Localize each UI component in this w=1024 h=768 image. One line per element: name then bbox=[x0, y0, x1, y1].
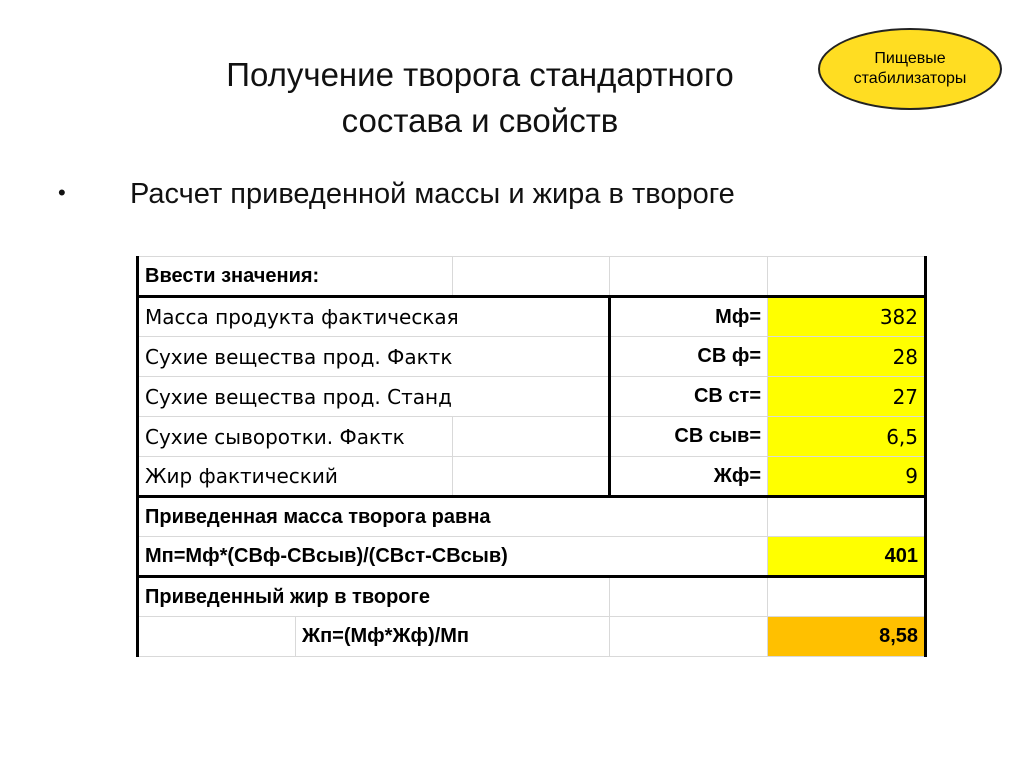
row-symbol: Мф= bbox=[610, 297, 768, 337]
table-row bbox=[138, 457, 926, 497]
row-label: Масса продукта фактическая bbox=[138, 297, 610, 337]
row-value-input[interactable]: 6,5 bbox=[768, 417, 926, 457]
row-label: Сухие сыворотки. Фактк bbox=[138, 417, 453, 457]
empty-cell bbox=[453, 417, 610, 457]
row-label: Сухие вещества прод. Фактк bbox=[138, 337, 610, 377]
empty-cell bbox=[610, 257, 768, 297]
fat-formula-row bbox=[138, 617, 926, 657]
calculation-table bbox=[136, 256, 927, 657]
row-label: Жир фактический bbox=[138, 457, 453, 497]
bullet-dot-icon: • bbox=[58, 180, 66, 205]
empty-cell bbox=[768, 577, 926, 617]
row-value-input[interactable]: 382 bbox=[768, 297, 926, 337]
mass-formula: Мп=Мф*(СВф-СВсыв)/(СВст-СВсыв) bbox=[138, 537, 768, 577]
header-cell: Ввести значения: bbox=[138, 257, 453, 297]
row-symbol: СВ сыв= bbox=[610, 417, 768, 457]
badge-line-1: Пищевые bbox=[874, 50, 946, 67]
empty-cell bbox=[453, 457, 610, 497]
mass-heading: Приведенная масса творога равна bbox=[138, 497, 768, 537]
row-value-input[interactable]: 9 bbox=[768, 457, 926, 497]
empty-cell bbox=[138, 617, 296, 657]
row-value-input[interactable]: 28 bbox=[768, 337, 926, 377]
row-value-input[interactable]: 27 bbox=[768, 377, 926, 417]
table-row bbox=[138, 297, 926, 337]
row-label: Сухие вещества прод. Станд bbox=[138, 377, 610, 417]
title-line-2: состава и свойств bbox=[341, 102, 619, 139]
bullet-text: Расчет приведенной массы и жира в твороге bbox=[130, 178, 735, 210]
empty-cell bbox=[453, 257, 610, 297]
row-symbol: СВ ф= bbox=[610, 337, 768, 377]
fat-heading: Приведенный жир в твороге bbox=[138, 577, 610, 617]
fat-formula: Жп=(Мф*Жф)/Мп bbox=[296, 617, 610, 657]
table-row bbox=[138, 417, 926, 457]
table-header-row bbox=[138, 257, 926, 297]
mass-heading-row bbox=[138, 497, 926, 537]
row-symbol: СВ ст= bbox=[610, 377, 768, 417]
fat-heading-row bbox=[138, 577, 926, 617]
mass-formula-row bbox=[138, 537, 926, 577]
table-row bbox=[138, 337, 926, 377]
empty-cell bbox=[768, 497, 926, 537]
stabilizers-badge[interactable] bbox=[818, 28, 1002, 110]
row-symbol: Жф= bbox=[610, 457, 768, 497]
table-row bbox=[138, 377, 926, 417]
slide-title bbox=[170, 52, 790, 144]
empty-cell bbox=[768, 257, 926, 297]
empty-cell bbox=[610, 577, 768, 617]
mass-result: 401 bbox=[768, 537, 926, 577]
badge-line-2: стабилизаторы bbox=[853, 70, 967, 87]
title-line-1: Получение творога стандартного bbox=[226, 56, 734, 93]
fat-result: 8,58 bbox=[768, 617, 926, 657]
empty-cell bbox=[610, 617, 768, 657]
